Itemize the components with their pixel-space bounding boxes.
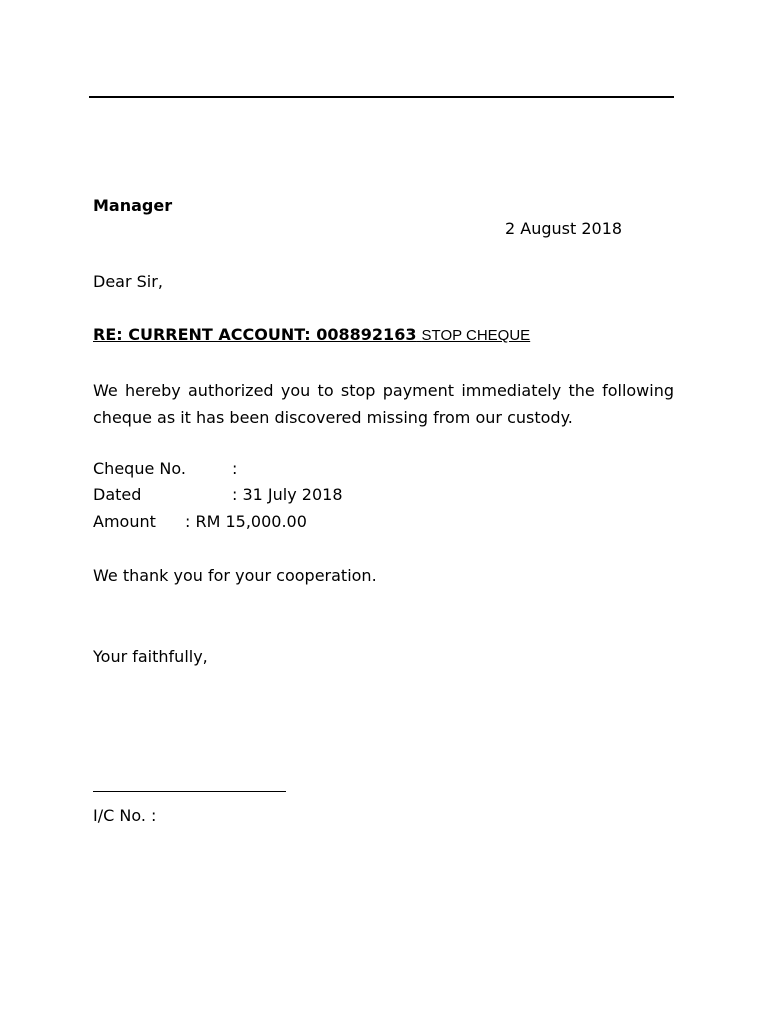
ic-number-label: I/C No. : bbox=[93, 806, 157, 825]
cheque-no-row bbox=[93, 459, 237, 478]
dated-label: Dated bbox=[93, 485, 142, 504]
cheque-no-value: : bbox=[232, 459, 238, 478]
thanks-line: We thank you for your cooperation. bbox=[93, 566, 377, 585]
recipient: Manager bbox=[93, 196, 173, 215]
dated-value: : 31 July 2018 bbox=[232, 485, 343, 504]
salutation: Dear Sir, bbox=[93, 272, 163, 291]
amount-row bbox=[93, 512, 307, 531]
dated-row bbox=[93, 485, 343, 504]
signature-line bbox=[93, 791, 286, 792]
amount-value: : RM 15,000.00 bbox=[185, 512, 307, 531]
cheque-no-label: Cheque No. bbox=[93, 459, 186, 478]
body-paragraph: We hereby authorized you to stop payment immediately the following cheque as it has been discovered missing from our custody. bbox=[93, 381, 674, 427]
subject-account: RE: CURRENT ACCOUNT: 008892163 bbox=[93, 325, 417, 344]
header-rule bbox=[89, 96, 674, 98]
subject-action: STOP CHEQUE bbox=[421, 327, 531, 344]
amount-label: Amount bbox=[93, 512, 156, 531]
subject-line bbox=[93, 325, 530, 344]
closing-line: Your faithfully, bbox=[93, 647, 208, 666]
letter-date: 2 August 2018 bbox=[505, 219, 623, 238]
